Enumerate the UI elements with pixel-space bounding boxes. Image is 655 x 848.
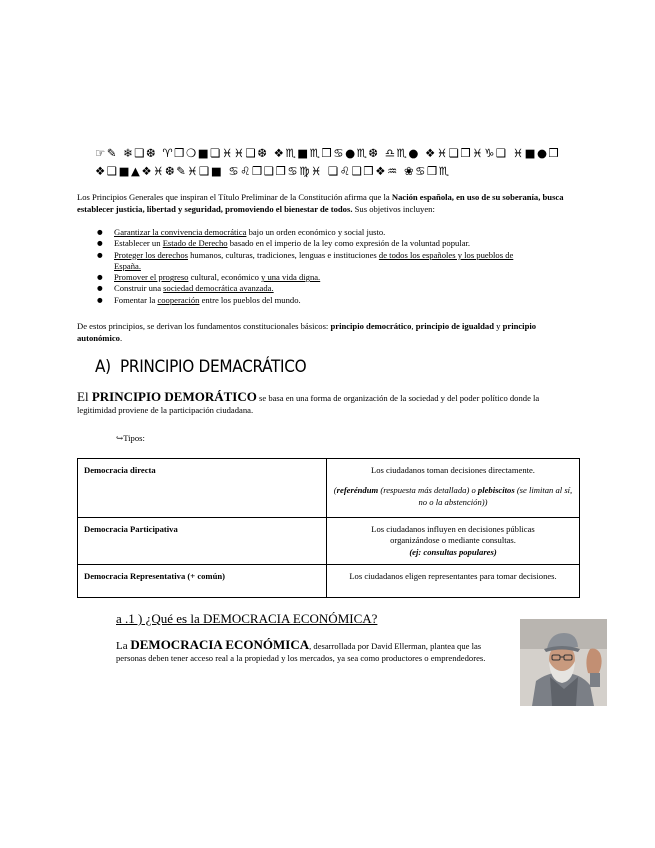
table-row	[78, 459, 580, 518]
objectives-list	[77, 227, 542, 306]
table-cell-type: Democracia directa	[78, 459, 327, 518]
table-cell-type: Democracia Participativa	[78, 518, 327, 565]
table-row	[78, 518, 580, 565]
list-item: ● Construir una sociedad democrática avanzada.	[77, 283, 542, 294]
table-cell-description: Los ciudadanos influyen en decisiones públicas organizándose o mediante consultas. (ej: consultas populares)	[327, 518, 580, 565]
list-item: ● Fomentar la cooperación entre los pueblos del mundo.	[77, 295, 542, 306]
intro-paragraph: Los Principios Generales que inspiran el Título Preliminar de la Constitución afirma que la Nación española, en uso de su soberanía, busca establecer justicia, libertad y seguridad, promoviendo el bienestar de todos. Sus objetivos incluyen:	[77, 192, 564, 214]
section-a-heading: A) PRINCIPIO DEMACRÁTICO	[95, 357, 307, 377]
democracy-types-table	[77, 458, 580, 598]
portrait-photo	[520, 619, 607, 706]
table-cell-type: Democracia Representativa (+ común)	[78, 565, 327, 598]
subsection-heading: a .1 ) ¿Qué es la DEMOCRACIA ECONÓMICA?	[116, 611, 378, 626]
table-cell-description: Los ciudadanos eligen representantes para tomar decisiones.	[327, 565, 580, 598]
heading-symbols-line1: ☞✎ ❄❑❆ ♈❒❍■❏♓♓❑❆ ❖♏■♏❒♋●♏❆ ♎♏● ❖♓❏❒♓♑❑ ♓■●❒	[95, 146, 561, 160]
tipos-label: ↪Tipos:	[116, 433, 145, 443]
table-cell-description: Los ciudadanos toman decisiones directamente. (referéndum (respuesta más detallada) o plebiscitos (se limitan al sí, no o la abstención))	[327, 459, 580, 518]
portrait-image	[520, 619, 607, 706]
list-item: ● Promover el progreso cultural, económico y una vida digna.	[77, 272, 542, 283]
economic-democracy-paragraph: La DEMOCRACIA ECONÓMICA, desarrollada por David Ellerman, plantea que las personas deben tener acceso real a la propiedad y los mercados, ya sea como productores o emprendedores.	[116, 637, 486, 663]
democratic-principle-paragraph: El PRINCIPIO DEMORÁTICO se basa en una forma de organización de la sociedad y del poder político donde la legitimidad proviene de la participación ciudadana.	[77, 389, 540, 415]
list-item: ● Garantizar la convivencia democrática bajo un orden económico y social justo.	[77, 227, 542, 238]
principles-paragraph: De estos principios, se derivan los fundamentos constitucionales básicos: principio democrático, principio de igualdad y principio autonómico.	[77, 321, 537, 343]
list-item: ● Proteger los derechos humanos, culturas, tradiciones, lenguas e instituciones de todos los españoles y los pueblos de España.	[77, 250, 542, 273]
heading-symbols-line2: ❖❑■▲❖♓❆✎♓❑■ ♋♌❒❑❐♋♍♓ ❏♌❑❒❖♒ ❀♋❒♏	[95, 164, 451, 178]
table-row	[78, 565, 580, 598]
list-item: ● Establecer un Estado de Derecho basado en el imperio de la ley como expresión de la voluntad popular.	[77, 238, 542, 249]
